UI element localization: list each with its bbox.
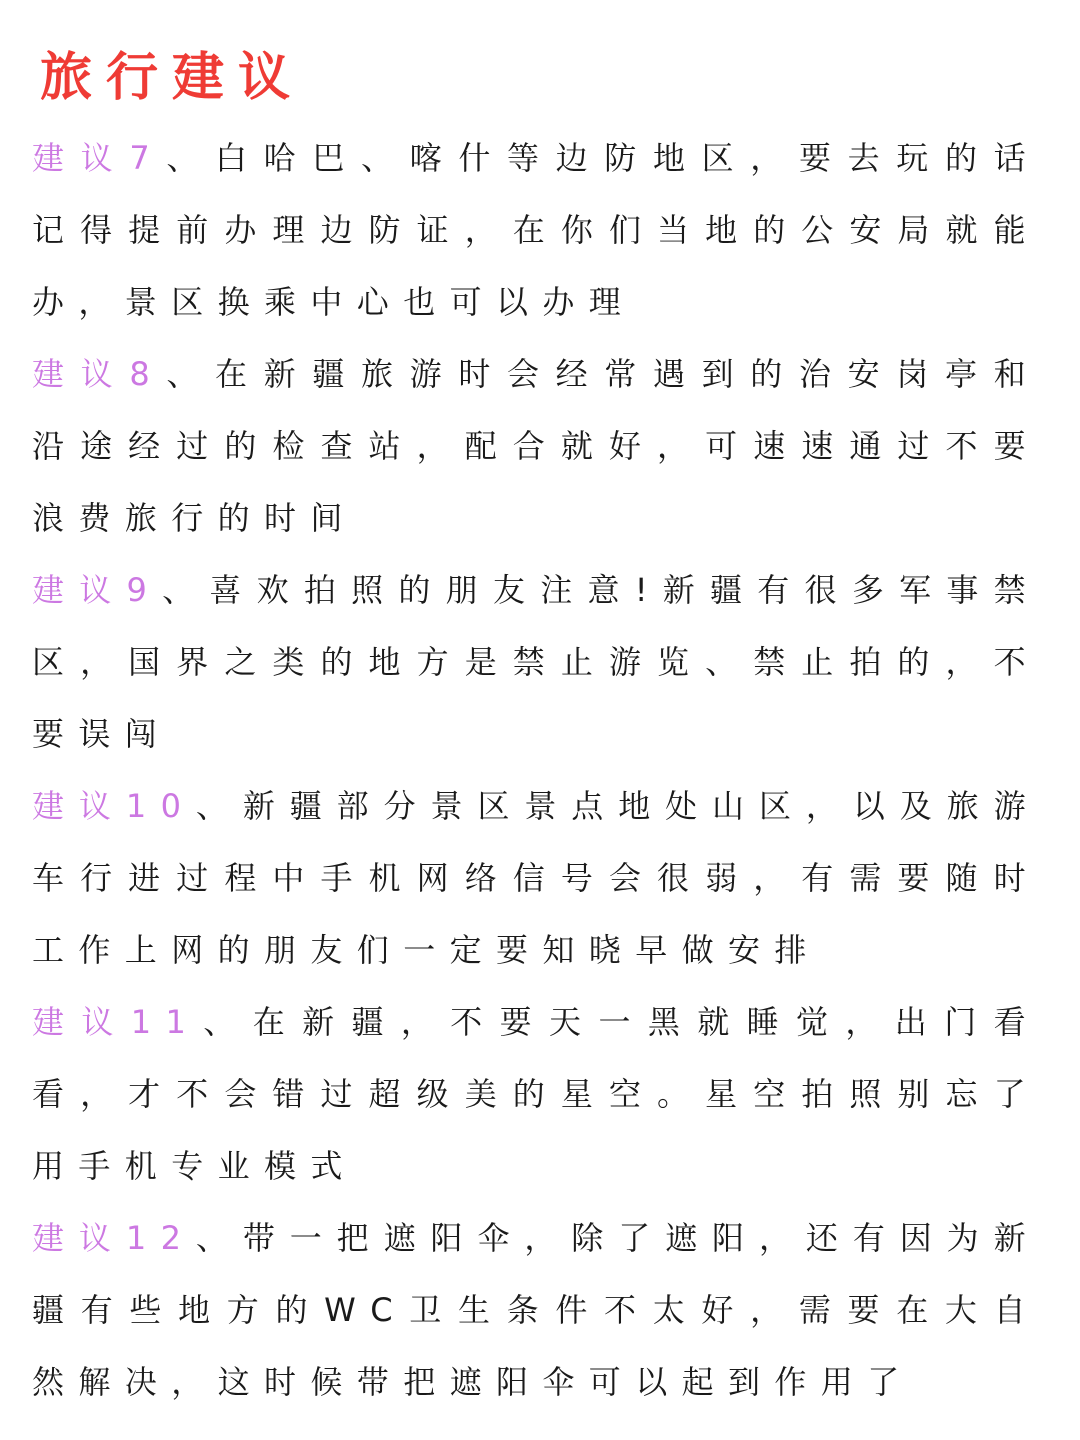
tips-list (32, 122, 1040, 1418)
tip-label: 建议11 (32, 1003, 201, 1041)
tip-item (32, 770, 1040, 986)
page-title: 旅行建议 (40, 48, 305, 108)
tip-label: 建议10 (32, 787, 196, 825)
tip-item (32, 1202, 1040, 1418)
tip-label: 建议9 (32, 571, 162, 609)
tip-item (32, 986, 1040, 1202)
tip-item (32, 338, 1040, 554)
tip-item (32, 122, 1040, 338)
tip-text: 、带一把遮阳伞，除了遮阳，还有因为新疆有些地方的WC卫生条件不太好，需要在大自然解决，这时候带把遮阳伞可以起到作用了 (32, 1219, 1040, 1401)
tip-label: 建议12 (32, 1219, 196, 1257)
tip-item (32, 554, 1040, 770)
tip-text: 、在新疆，不要天一黑就睡觉，出门看看，才不会错过超级美的星空。星空拍照别忘了用手机专业模式 (32, 1003, 1040, 1185)
tip-text: 、白哈巴、喀什等边防地区，要去玩的话记得提前办理边防证，在你们当地的公安局就能办，景区换乘中心也可以办理 (32, 139, 1041, 321)
tip-text: 、喜欢拍照的朋友注意!新疆有很多军事禁区，国界之类的地方是禁止游览、禁止拍的，不要误闯 (32, 571, 1040, 753)
tip-label: 建议7 (32, 139, 165, 177)
tip-text: 、新疆部分景区景点地处山区，以及旅游车行进过程中手机网络信号会很弱，有需要随时工作上网的朋友们一定要知晓早做安排 (32, 787, 1040, 969)
tip-label: 建议8 (32, 355, 165, 393)
tip-text: 、在新疆旅游时会经常遇到的治安岗亭和沿途经过的检查站，配合就好，可速速通过不要浪费旅行的时间 (32, 355, 1041, 537)
